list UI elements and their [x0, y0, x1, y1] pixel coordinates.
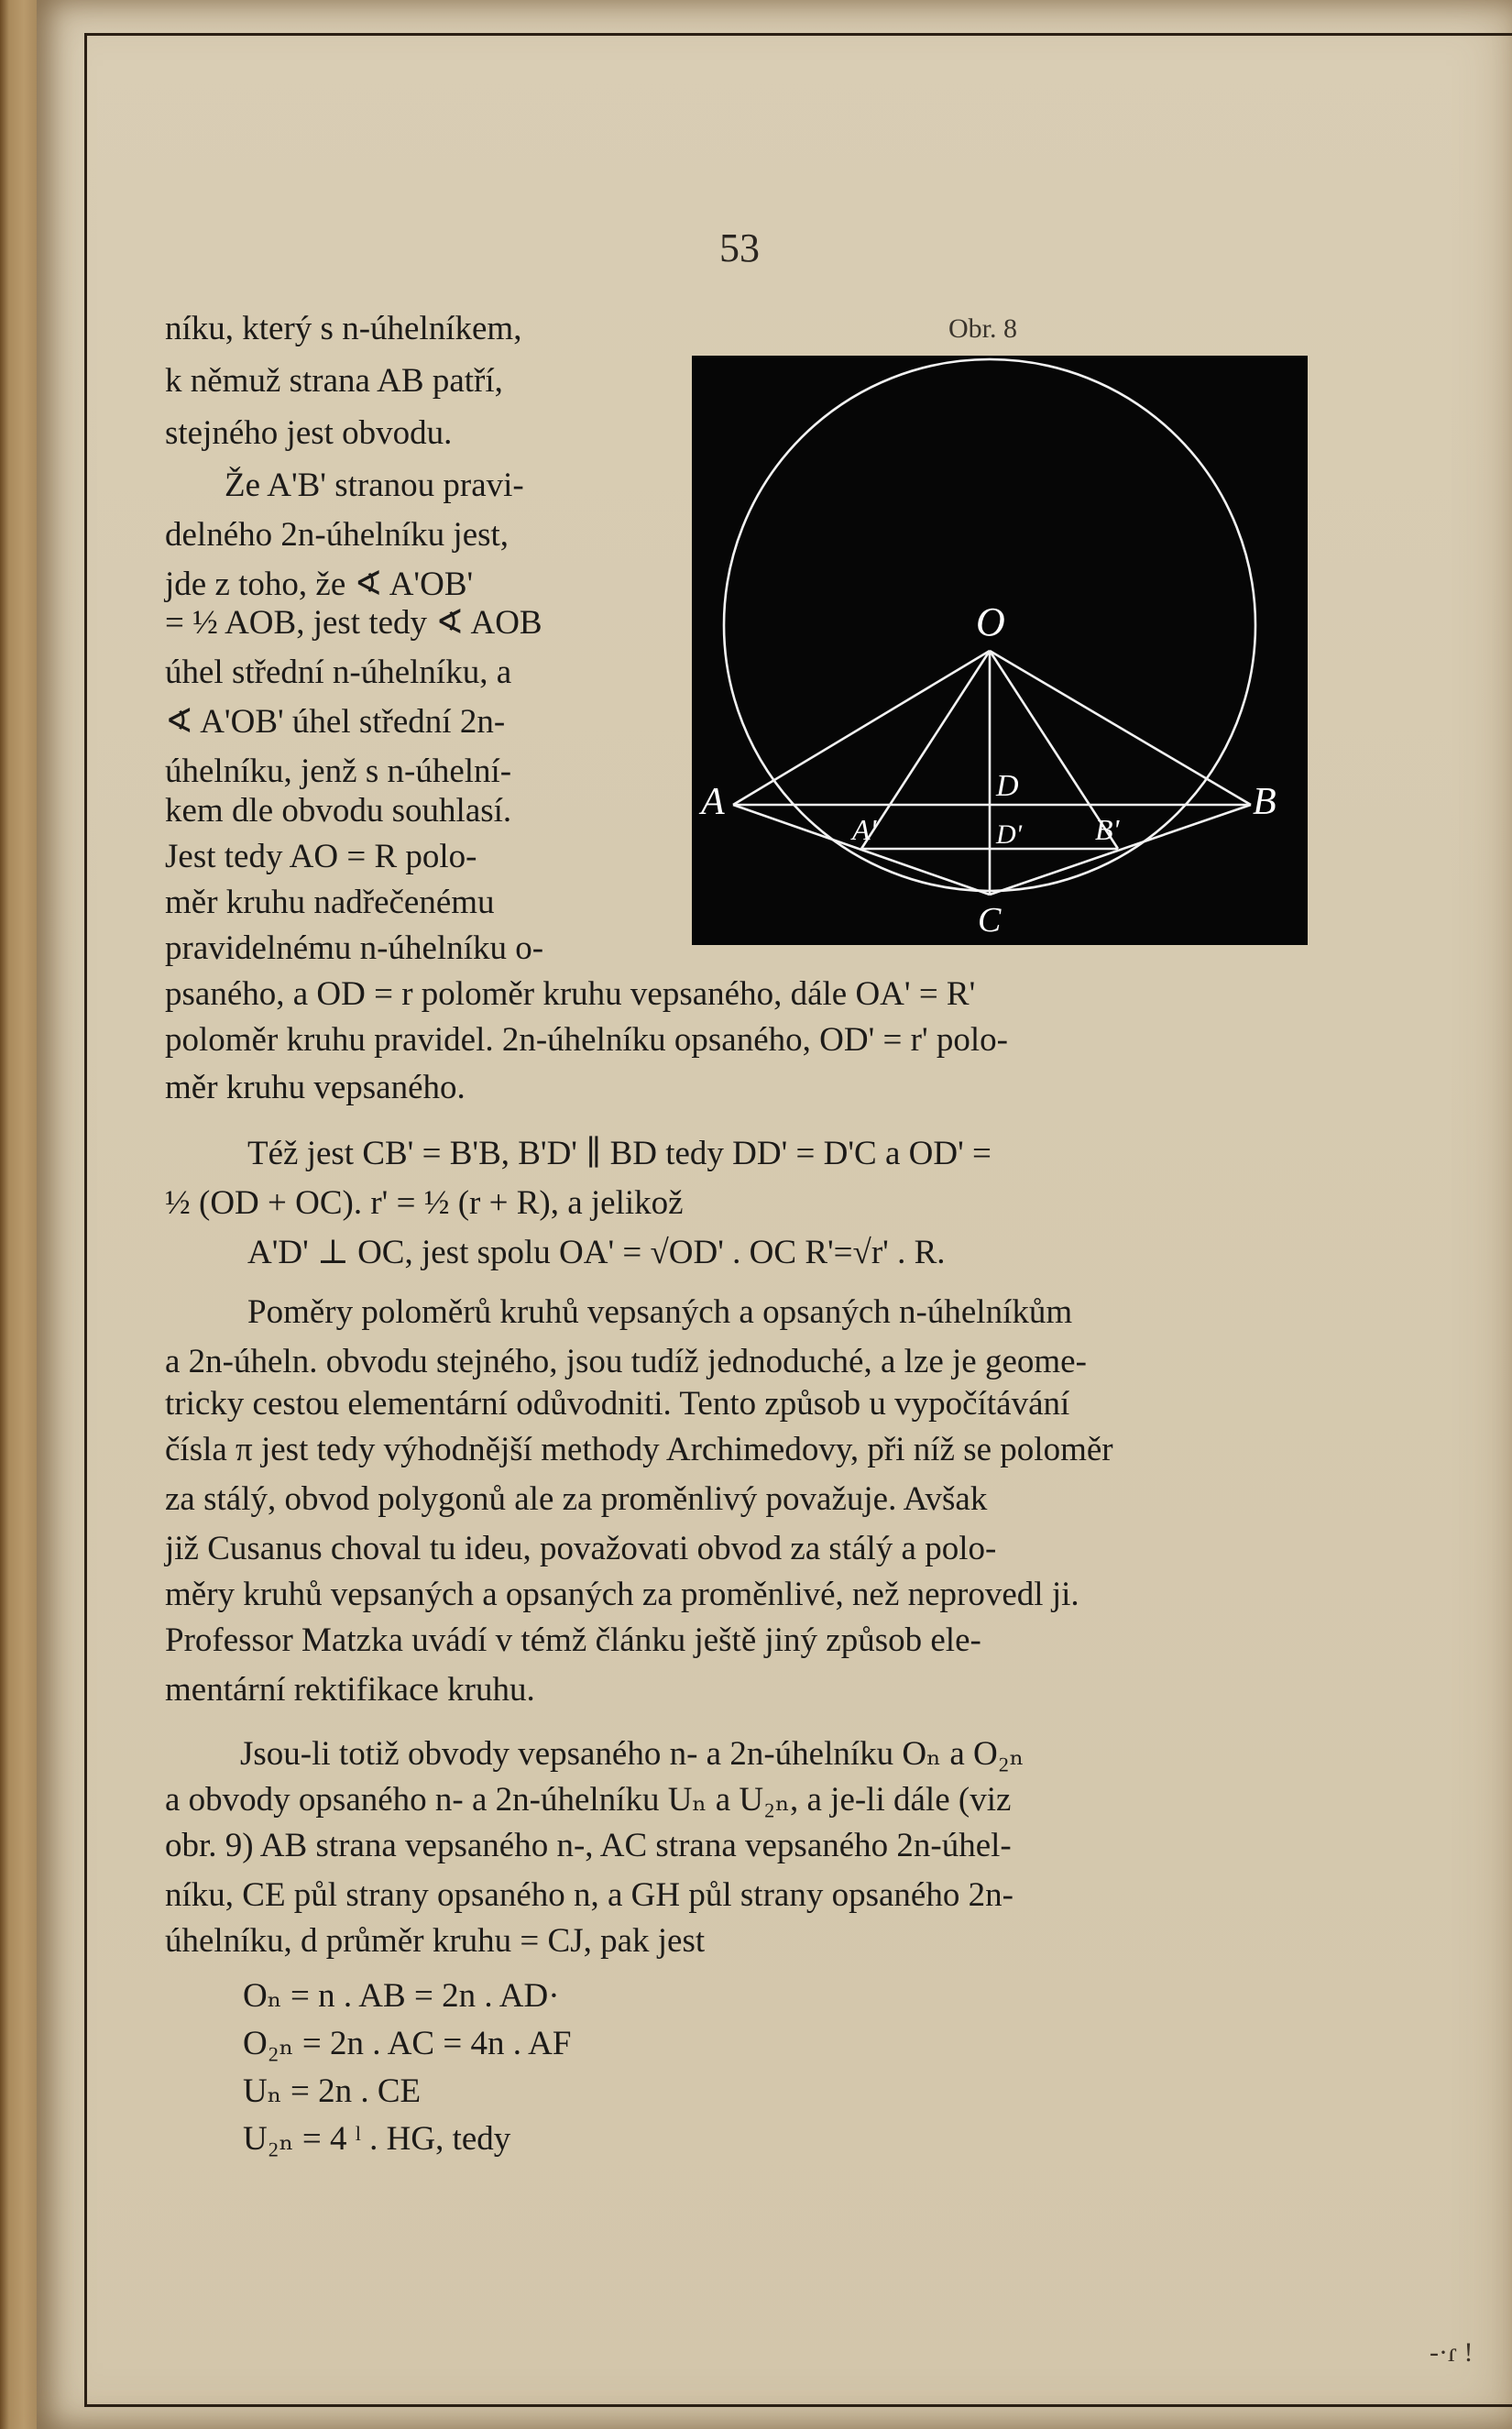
text-line: Jsou-li totiž obvody vepsaného n- a 2n-úhelníku Oₙ a O₂ₙ	[240, 1735, 1024, 1773]
formula-line: Oₙ = n . AB = 2n . AD·	[243, 1977, 560, 2015]
text-line: Professor Matzka uvádí v témž článku ještě jiný způsob ele-	[165, 1621, 981, 1659]
text-line: tricky cestou elementární odůvodniti. Tento způsob u vypočítávání	[165, 1385, 1070, 1423]
text-line: Též jest CB' = B'B, B'D' ∥ BD tedy DD' = D'C a OD' =	[247, 1135, 992, 1172]
text-line: = ½ AOB, jest tedy ∢ AOB	[165, 604, 542, 642]
label-D: D	[996, 769, 1019, 803]
text-line: za stálý, obvod polygonů ale za proměnlivý považuje. Avšak	[165, 1480, 988, 1518]
label-D-prime: D'	[996, 819, 1023, 850]
label-A: A	[701, 781, 725, 823]
text-line: níku, který s n-úhelníkem,	[165, 310, 522, 347]
line-OA-prime	[861, 651, 990, 849]
text-line: psaného, a OD = r poloměr kruhu vepsaného, dále OA' = R'	[165, 975, 976, 1013]
text-line: ∢ A'OB' úhel střední 2n-	[165, 703, 506, 741]
figure-8	[692, 356, 1308, 945]
text-line: Že A'B' stranou pravi-	[225, 467, 524, 504]
formula-line: Uₙ = 2n . CE	[243, 2072, 422, 2110]
formula-line: U₂ₙ = 4 ˡ . HG, tedy	[243, 2120, 511, 2158]
text-line: delného 2n-úhelníku jest,	[165, 516, 509, 554]
text-line: měr kruhu vepsaného.	[165, 1069, 466, 1106]
text-line: mentární rektifikace kruhu.	[165, 1671, 535, 1709]
text-line: čísla π jest tedy výhodnější methody Archimedovy, při níž se poloměr	[165, 1431, 1113, 1468]
text-line: Poměry poloměrů kruhů vepsaných a opsaných n-úhelníkům	[247, 1293, 1073, 1331]
text-line: níku, CE půl strany opsaného n, a GH půl strany opsaného 2n-	[165, 1876, 1013, 1914]
text-line: jde z toho, že ∢ A'OB'	[165, 566, 474, 603]
line-OB	[990, 651, 1251, 805]
label-A-prime: A'	[852, 813, 877, 846]
text-line: k němuž strana AB patří,	[165, 362, 503, 400]
label-C: C	[978, 901, 1002, 940]
figure-8-drawing	[692, 356, 1308, 945]
text-line: Jest tedy AO = R polo-	[165, 838, 477, 875]
line-OA	[733, 651, 990, 805]
text-line: úhel střední n-úhelníku, a	[165, 654, 512, 691]
label-O: O	[976, 599, 1005, 644]
text-line: a 2n-úheln. obvodu stejného, jsou tudíž jednoduché, a lze je geome-	[165, 1343, 1087, 1380]
text-line: a obvody opsaného n- a 2n-úhelníku Uₙ a U₂ₙ, a je-li dále (viz	[165, 1781, 1012, 1819]
text-line: ½ (OD + OC). r' = ½ (r + R), a jelikož	[165, 1184, 684, 1222]
label-B: B	[1253, 781, 1276, 823]
text-line: poloměr kruhu pravidel. 2n-úhelníku opsaného, OD' = r' polo-	[165, 1021, 1008, 1059]
text-line: úhelníku, d průměr kruhu = CJ, pak jest	[165, 1922, 706, 1960]
text-line: pravidelnému n-úhelníku o-	[165, 929, 544, 967]
page-number: 53	[719, 225, 760, 270]
figure-caption: Obr. 8	[948, 313, 1017, 344]
text-line: již Cusanus choval tu ideu, považovati obvod za stálý a polo-	[165, 1530, 997, 1567]
text-line: obr. 9) AB strana vepsaného n-, AC strana vepsaného 2n-úhel-	[165, 1827, 1012, 1864]
text-line: kem dle obvodu souhlasí.	[165, 792, 512, 830]
text-line: úhelníku, jenž s n-úhelní-	[165, 753, 512, 790]
margin-mark: -·ɾ !	[1430, 2337, 1474, 2368]
label-B-prime: B'	[1095, 813, 1120, 846]
text-line: měr kruhu nadřečenému	[165, 884, 495, 921]
text-line: měry kruhů vepsaných a opsaných za proměnlivé, než neprovedl ji.	[165, 1576, 1079, 1613]
text-line: A'D' ⊥ OC, jest spolu OA' = √OD' . OC R'=√r' . R.	[247, 1234, 946, 1271]
text-line: stejného jest obvodu.	[165, 414, 453, 452]
formula-line: O₂ₙ = 2n . AC = 4n . AF	[243, 2025, 572, 2062]
